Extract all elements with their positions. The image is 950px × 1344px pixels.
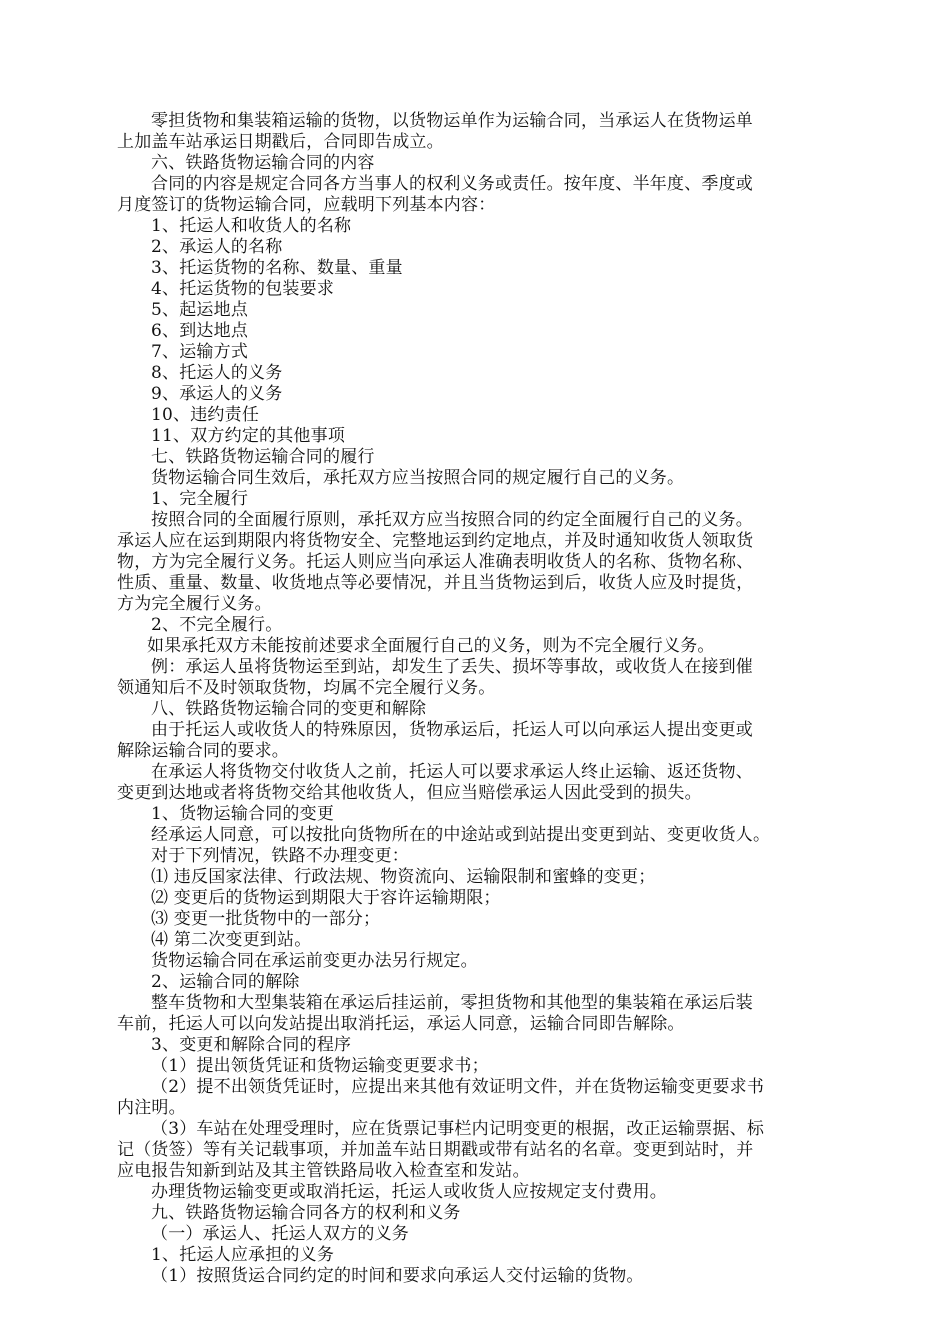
text-line: 货物运输合同生效后，承托双方应当按照合同的规定履行自己的义务。 (151, 468, 685, 488)
text-line: 货物运输合同在承运前变更办法另行规定。 (151, 951, 478, 971)
text-line: ⑴ 违反国家法律、行政法规、物资流向、运输限制和蜜蜂的变更； (151, 867, 656, 887)
text-line: 八、铁路货物运输合同的变更和解除 (151, 699, 427, 719)
text-line: 1、货物运输合同的变更 (151, 804, 335, 824)
text-line: （1）提出领货凭证和货物运输变更要求书； (151, 1056, 489, 1076)
text-line: 六、铁路货物运输合同的内容 (151, 153, 375, 173)
text-line: 记（货签）等有关记载事项，并加盖车站日期戳或带有站名的名章。变更到站时，并 (117, 1140, 754, 1160)
text-line: 10、违约责任 (151, 405, 260, 425)
text-line: 在承运人将货物交付收货人之前，托运人可以要求承运人终止运输、返还货物、 (151, 762, 753, 782)
text-line: 变更到达地或者将货物交给其他收货人，但应当赔偿承运人因此受到的损失。 (117, 783, 702, 803)
document-body (117, 111, 837, 1287)
text-line: 月度签订的货物运输合同，应载明下列基本内容： (117, 195, 496, 215)
text-line: 领通知后不及时领取货物，均属不完全履行义务。 (117, 678, 496, 698)
text-line: 3、变更和解除合同的程序 (151, 1035, 352, 1055)
text-line: （3）车站在处理受理时，应在货票记事栏内记明变更的根据，改正运输票据、标 (151, 1119, 765, 1139)
text-line: 2、运输合同的解除 (151, 972, 300, 992)
text-line: 6、到达地点 (151, 321, 249, 341)
text-line: 9、承运人的义务 (151, 384, 283, 404)
text-line: 按照合同的全面履行原则，承托双方应当按照合同的约定全面履行自己的义务。 (151, 510, 753, 530)
text-line: 上加盖车站承运日期戳后，合同即告成立。 (117, 132, 444, 152)
text-line: 11、双方约定的其他事项 (151, 426, 346, 446)
text-line: （一）承运人、托运人双方的义务 (151, 1224, 409, 1244)
text-line: 整车货物和大型集装箱在承运后挂运前，零担货物和其他型的集装箱在承运后装 (151, 993, 753, 1013)
text-line: 内注明。 (117, 1098, 186, 1118)
text-line: ⑶ 变更一批货物中的一部分； (151, 909, 381, 929)
text-line: （1）按照货运合同约定的时间和要求向承运人交付运输的货物。 (151, 1266, 644, 1286)
text-line: 九、铁路货物运输合同各方的权利和义务 (151, 1203, 461, 1223)
text-line: 1、托运人和收货人的名称 (151, 216, 352, 236)
text-line: 合同的内容是规定合同各方当事人的权利义务或责任。按年度、半年度、季度或 (151, 174, 753, 194)
text-line: 2、不完全履行。 (151, 615, 283, 635)
text-line: 8、托运人的义务 (151, 363, 283, 383)
text-line: 例：承运人虽将货物运至到站，却发生了丢失、损坏等事故，或收货人在接到催 (151, 657, 753, 677)
text-line: 解除运输合同的要求。 (117, 741, 289, 761)
text-line: 物，方为完全履行义务。托运人则应当向承运人准确表明收货人的名称、货物名称、 (117, 552, 754, 572)
text-line: 2、承运人的名称 (151, 237, 283, 257)
text-line: 4、托运货物的包装要求 (151, 279, 335, 299)
text-line: 承运人应在运到期限内将货物安全、完整地运到约定地点，并及时通知收货人领取货 (117, 531, 754, 551)
text-line: 车前，托运人可以向发站提出取消托运，承运人同意，运输合同即告解除。 (117, 1014, 685, 1034)
text-line: 由于托运人或收货人的特殊原因，货物承运后，托运人可以向承运人提出变更或 (151, 720, 753, 740)
text-line: （2）提不出领货凭证时，应提出来其他有效证明文件，并在货物运输变更要求书 (151, 1077, 765, 1097)
text-line: 办理货物运输变更或取消托运，托运人或收货人应按规定支付费用。 (151, 1182, 667, 1202)
text-line: ⑷ 第二次变更到站。 (151, 930, 312, 950)
text-line: 1、托运人应承担的义务 (151, 1245, 335, 1265)
text-line: 5、起运地点 (151, 300, 249, 320)
text-line: ⑵ 变更后的货物运到期限大于容许运输期限； (151, 888, 501, 908)
text-line: 应电报告知新到站及其主管铁路局收入检查室和发站。 (117, 1161, 530, 1181)
text-line: 零担货物和集装箱运输的货物，以货物运单作为运输合同，当承运人在货物运单 (151, 111, 753, 131)
text-line: 方为完全履行义务。 (117, 594, 272, 614)
text-line: 经承运人同意，可以按批向货物所在的中途站或到站提出变更到站、变更收货人。 (151, 825, 771, 845)
text-line: 1、完全履行 (151, 489, 249, 509)
text-line: 7、运输方式 (151, 342, 249, 362)
text-line: 3、托运货物的名称、数量、重量 (151, 258, 403, 278)
text-line: 七、铁路货物运输合同的履行 (151, 447, 375, 467)
text-line: 对于下列情况，铁路不办理变更： (151, 846, 409, 866)
text-line: 如果承托双方未能按前述要求全面履行自己的义务，则为不完全履行义务。 (147, 636, 715, 656)
text-line: 性质、重量、数量、收货地点等必要情况，并且当货物运到后，收货人应及时提货， (117, 573, 754, 593)
